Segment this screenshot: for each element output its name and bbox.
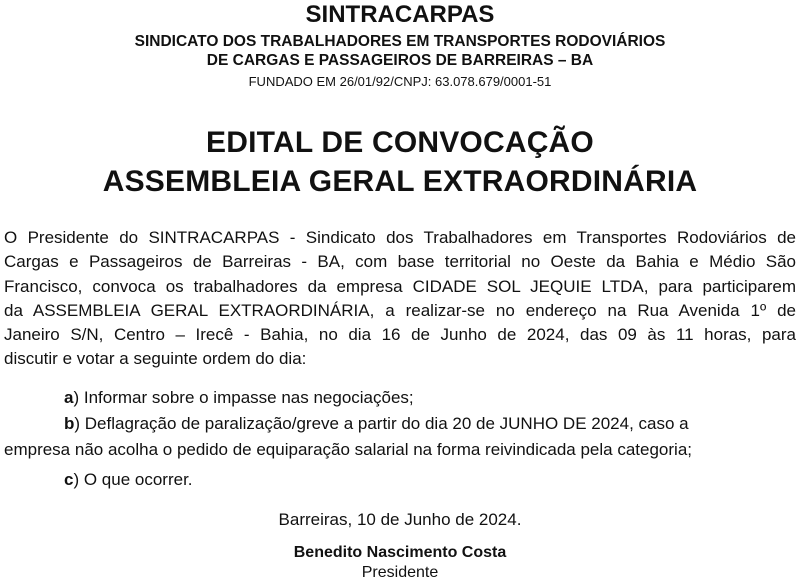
agenda-letter: c — [64, 470, 74, 489]
organization-name: SINTRACARPAS — [305, 1, 495, 28]
document-title-line2: ASSEMBLEIA GERAL EXTRAORDINÁRIA — [102, 165, 698, 198]
paragraph-line: discutir e votar a seguinte ordem do dia: — [4, 349, 307, 369]
signer-role: Presidente — [361, 564, 439, 581]
paragraph-line: O Presidente do SINTRACARPAS - Sindicato dos Trabalhadores em Transportes Rodoviários de — [4, 228, 796, 247]
document-title-line1: EDITAL DE CONVOCAÇÃO — [206, 126, 594, 159]
signer-name: Benedito Nascimento Costa — [293, 544, 507, 561]
agenda-item-c — [64, 468, 193, 492]
paragraph-line: Janeiro S/N, Centro – Irecê - Bahia, no dia 16 de Junho de 2024, das 09 às 11 horas, para — [4, 325, 796, 345]
founding-and-cnpj: FUNDADO EM 26/01/92/CNPJ: 63.078.679/0001-51 — [248, 74, 552, 89]
organization-full-name-line1: SINDICATO DOS TRABALHADORES EM TRANSPORTES RODOVIÁRIOS — [134, 33, 666, 50]
agenda-item-a — [64, 386, 414, 410]
paragraph-line: Francisco, convoca os trabalhadores da empresa CIDADE SOL JEQUIE LTDA, para participarem — [4, 276, 796, 296]
agenda-text: ) O que ocorrer. — [73, 470, 193, 489]
agenda-text: ) Informar sobre o impasse nas negociações; — [73, 388, 414, 407]
agenda-item-b — [64, 412, 689, 436]
place-and-date: Barreiras, 10 de Junho de 2024. — [278, 510, 522, 529]
paragraph-line: da ASSEMBLEIA GERAL EXTRAORDINÁRIA, a realizar-se no endereço na Rua Avenida 1º de — [4, 300, 796, 320]
paragraph-line: Cargas e Passageiros de Barreiras - BA, com base territorial no Oeste da Bahia e Médio São — [4, 252, 796, 272]
organization-full-name-line2: DE CARGAS E PASSAGEIROS DE BARREIRAS – BA — [206, 52, 594, 69]
agenda-text: ) Deflagração de paralização/greve a partir do dia 20 de JUNHO DE 2024, caso a — [74, 414, 689, 433]
convocation-paragraph — [4, 226, 796, 372]
agenda-letter: a — [64, 388, 74, 407]
agenda-letter: b — [64, 414, 75, 433]
agenda-item-b-continuation: empresa não acolha o pedido de equiparação salarial na forma reivindicada pela categoria; — [4, 440, 693, 459]
